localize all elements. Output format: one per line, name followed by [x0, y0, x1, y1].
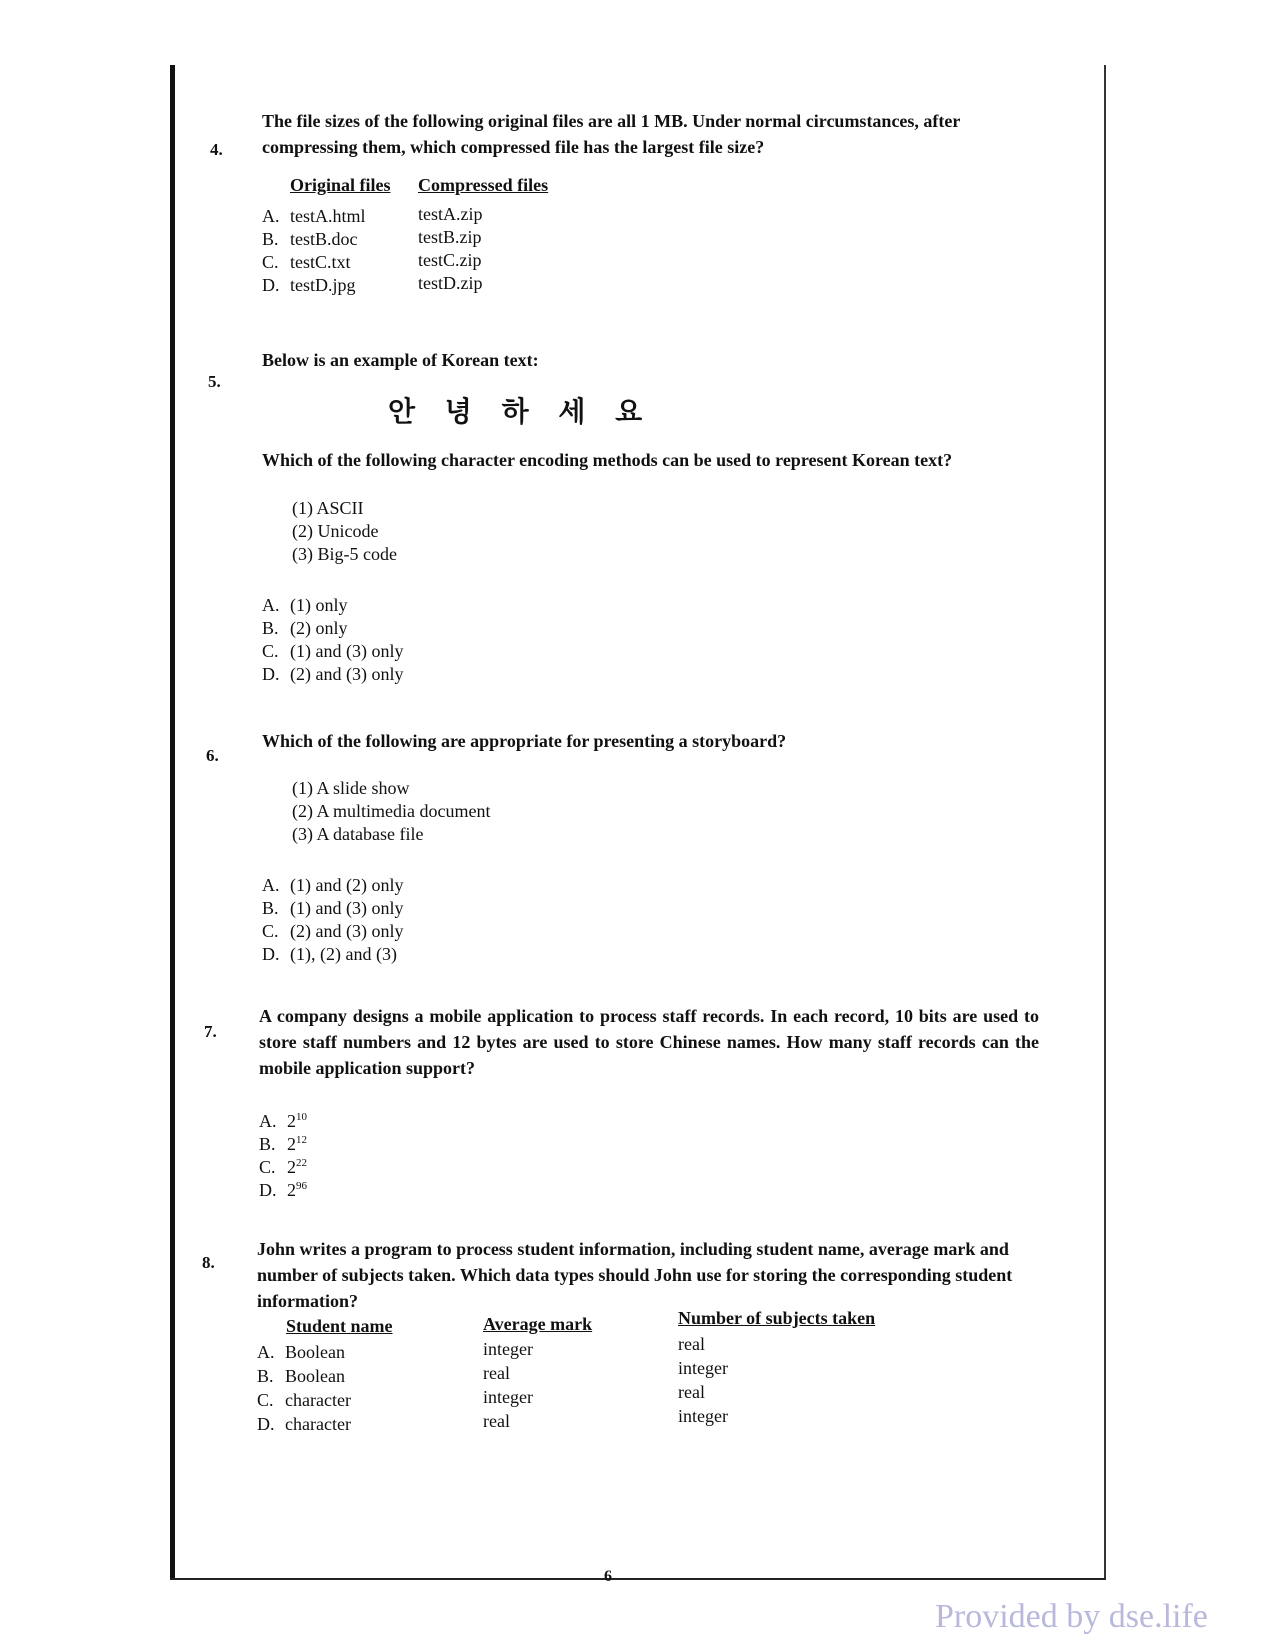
q6-item-3: (3) A database file [292, 824, 424, 844]
option-letter: A. [259, 1111, 277, 1131]
q8-option-b[interactable] [257, 1365, 345, 1388]
question-5-text: Which of the following character encoding methods can be used to represent Korean text? [262, 450, 953, 470]
option-letter: B. [259, 1134, 276, 1154]
q4-option-a[interactable] [262, 205, 366, 228]
q8-subjects-d: integer [678, 1406, 728, 1426]
q8-mark-a: integer [483, 1339, 533, 1359]
page-number: 6 [604, 1568, 612, 1585]
option-letter: C. [262, 252, 279, 272]
option-letter: C. [257, 1390, 274, 1410]
q4-compressed-b: testB.zip [418, 227, 482, 247]
student-name-type: Boolean [285, 1342, 345, 1362]
option-text: (1) and (3) only [290, 641, 404, 661]
option-exponent: 10 [296, 1111, 307, 1123]
q5-item-3: (3) Big-5 code [292, 544, 397, 564]
student-name-type: Boolean [285, 1366, 345, 1386]
option-letter: A. [262, 875, 280, 895]
q4-compressed-d: testD.zip [418, 273, 483, 293]
q4-option-c[interactable] [262, 251, 351, 274]
option-text: (1) and (2) only [290, 875, 404, 895]
q4-header-compressed: Compressed files [418, 175, 549, 195]
option-letter: D. [257, 1414, 275, 1434]
q6-item-1: (1) A slide show [292, 778, 410, 798]
original-file: testC.txt [290, 252, 351, 272]
q5-option-c[interactable] [262, 640, 403, 663]
q8-subjects-c: real [678, 1382, 705, 1402]
option-letter: D. [262, 664, 280, 684]
q8-option-d[interactable] [257, 1413, 351, 1436]
question-8-number: 8. [202, 1253, 215, 1272]
option-exponent: 96 [296, 1180, 307, 1192]
q8-mark-b: real [483, 1363, 510, 1383]
watermark[interactable]: Provided by dse.life [935, 1598, 1208, 1635]
option-letter: C. [262, 921, 279, 941]
option-base: 2 [287, 1134, 296, 1154]
q4-compressed-c: testC.zip [418, 250, 482, 270]
q6-option-d[interactable] [262, 943, 397, 966]
page-border-left [170, 65, 175, 1580]
page-border-bottom [170, 1578, 1105, 1580]
option-letter: B. [262, 898, 279, 918]
question-7-text: A company designs a mobile application to process staff records. In each record, 10 bits are used to store staff numbers and 12 bytes are used to store Chinese names. How many staff records can the mobile application support? [259, 1006, 1039, 1078]
option-text: (1) and (3) only [290, 898, 404, 918]
student-name-type: character [285, 1390, 351, 1410]
option-text: (2) and (3) only [290, 921, 404, 941]
option-letter: B. [257, 1366, 274, 1386]
q8-mark-c: integer [483, 1387, 533, 1407]
option-exponent: 12 [296, 1134, 307, 1146]
q4-option-d[interactable] [262, 274, 356, 297]
option-letter: D. [262, 275, 280, 295]
original-file: testD.jpg [290, 275, 356, 295]
q4-header-original: Original files [290, 175, 391, 195]
q8-mark-d: real [483, 1411, 510, 1431]
q8-header-name: Student name [286, 1316, 393, 1336]
korean-text: 안 녕 하 세 요 [388, 395, 653, 428]
option-letter: D. [259, 1180, 277, 1200]
q6-item-2: (2) A multimedia document [292, 801, 491, 821]
option-letter: C. [262, 641, 279, 661]
q8-header-mark: Average mark [483, 1314, 593, 1334]
option-text: (2) only [290, 618, 348, 638]
original-file: testA.html [290, 206, 366, 226]
option-text: (1), (2) and (3) [290, 944, 397, 964]
option-letter: C. [259, 1157, 276, 1177]
question-5-intro: Below is an example of Korean text: [262, 350, 539, 370]
q4-compressed-a: testA.zip [418, 204, 483, 224]
q8-option-c[interactable] [257, 1389, 351, 1412]
q4-option-b[interactable] [262, 228, 358, 251]
q8-option-a[interactable] [257, 1341, 345, 1364]
option-base: 2 [287, 1157, 296, 1177]
q8-subjects-a: real [678, 1334, 705, 1354]
q6-option-a[interactable] [262, 874, 403, 897]
option-letter: A. [257, 1342, 275, 1362]
option-letter: A. [262, 595, 280, 615]
q7-option-d[interactable] [259, 1175, 307, 1202]
option-letter: A. [262, 206, 280, 226]
option-exponent: 22 [296, 1157, 307, 1169]
original-file: testB.doc [290, 229, 358, 249]
q6-option-b[interactable] [262, 897, 403, 920]
option-base: 2 [287, 1180, 296, 1200]
option-text: (1) only [290, 595, 348, 615]
option-text: (2) and (3) only [290, 664, 404, 684]
question-7-number: 7. [204, 1022, 217, 1041]
question-6-number: 6. [206, 746, 219, 765]
option-letter: B. [262, 618, 279, 638]
page-border-right [1104, 65, 1106, 1580]
q5-option-d[interactable] [262, 663, 403, 686]
q8-subjects-b: integer [678, 1358, 728, 1378]
q6-option-c[interactable] [262, 920, 403, 943]
q5-option-b[interactable] [262, 617, 348, 640]
option-letter: B. [262, 229, 279, 249]
question-5-number: 5. [208, 372, 221, 391]
q8-header-subjects: Number of subjects taken [678, 1308, 876, 1328]
option-base: 2 [287, 1111, 296, 1131]
q5-option-a[interactable] [262, 594, 348, 617]
student-name-type: character [285, 1414, 351, 1434]
question-6-text: Which of the following are appropriate for presenting a storyboard? [262, 731, 787, 751]
question-4-number: 4. [210, 140, 223, 159]
q5-item-1: (1) ASCII [292, 498, 364, 518]
question-8-text: John writes a program to process student information, including student name, average mark and number of subjects taken. Which data types should John use for storing the corresponding student information? [257, 1239, 1013, 1311]
q5-item-2: (2) Unicode [292, 521, 379, 541]
question-4-text: The file sizes of the following original files are all 1 MB. Under normal circumstances, after compressing them, which compressed file has the largest file size? [262, 111, 961, 157]
option-letter: D. [262, 944, 280, 964]
